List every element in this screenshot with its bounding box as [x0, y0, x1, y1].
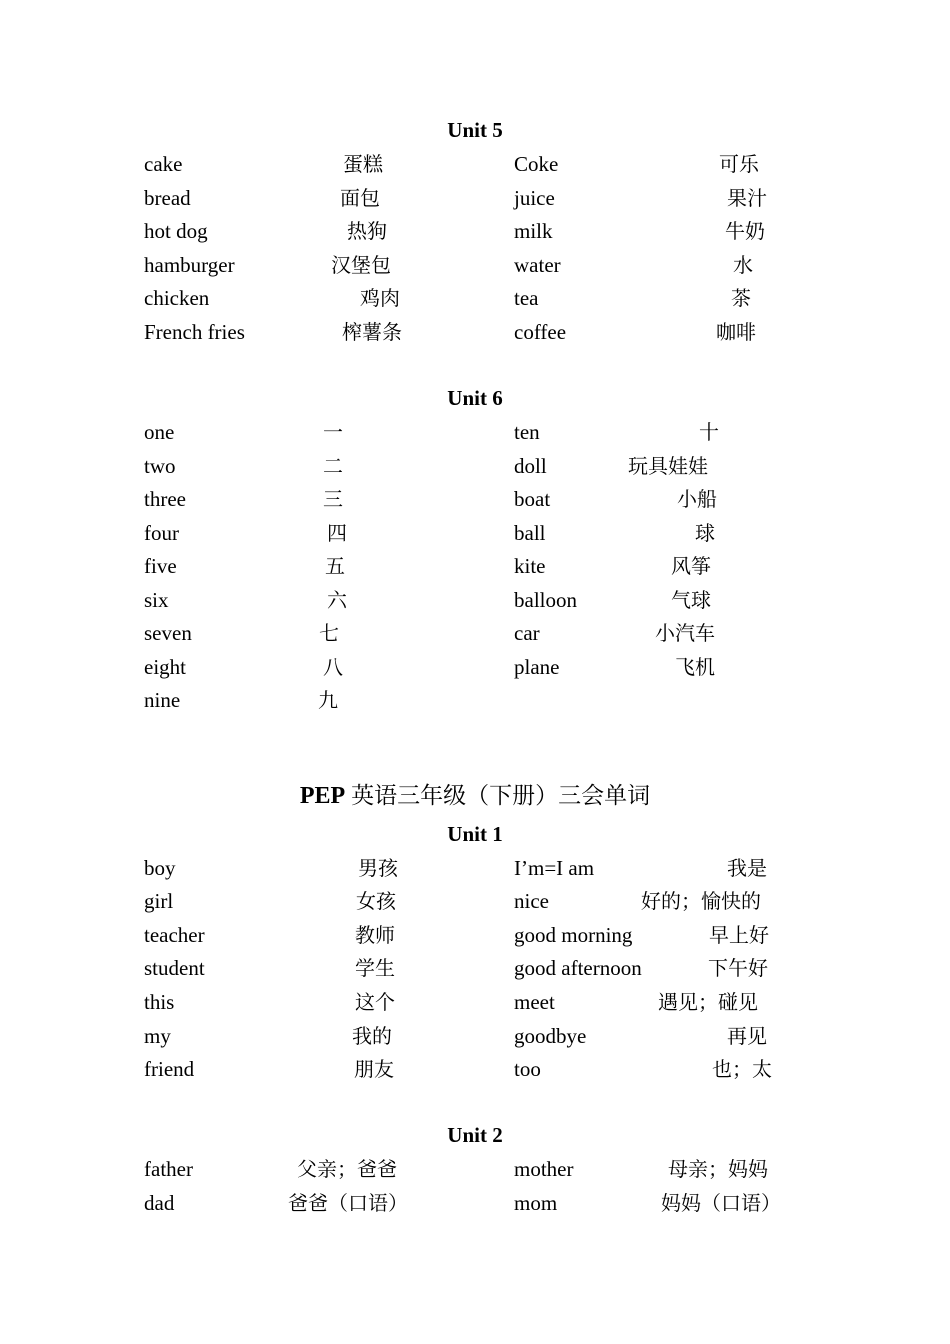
english-word: hot dog [144, 219, 208, 243]
english-word: good afternoon [514, 956, 642, 980]
chinese-meaning: 遇见；碰见 [658, 990, 758, 1014]
book-unit-1-heading: Unit 1 [447, 822, 503, 846]
chinese-meaning: 八 [323, 655, 343, 679]
english-word: doll [514, 454, 547, 478]
english-word: bread [144, 186, 191, 210]
english-word: water [514, 253, 561, 277]
english-word: tea [514, 286, 539, 310]
chinese-meaning: 茶 [731, 286, 751, 310]
english-word: four [144, 521, 179, 545]
english-word: too [514, 1057, 541, 1081]
english-word: French fries [144, 320, 245, 344]
english-word: this [144, 990, 175, 1014]
chinese-meaning: 女孩 [356, 889, 396, 913]
chinese-meaning: 玩具娃娃 [628, 454, 708, 478]
english-word: boat [514, 487, 551, 511]
english-word: I’m=I am [514, 856, 595, 880]
english-word: mom [514, 1191, 558, 1215]
chinese-meaning: 热狗 [347, 219, 387, 243]
chinese-meaning: 也；太 [712, 1057, 772, 1081]
chinese-meaning: 小船 [677, 487, 717, 511]
chinese-meaning: 汉堡包 [331, 253, 391, 277]
chinese-meaning: 爸爸（口语） [288, 1191, 408, 1215]
chinese-meaning: 四 [327, 521, 347, 545]
chinese-meaning: 好的；愉快的 [641, 889, 761, 913]
english-word: six [144, 588, 169, 612]
chinese-meaning: 水 [733, 253, 753, 277]
chinese-meaning: 母亲；妈妈 [668, 1157, 768, 1181]
english-word: student [144, 956, 205, 980]
english-word: coffee [514, 320, 567, 344]
english-word: my [144, 1024, 171, 1048]
chinese-meaning: 下午好 [708, 956, 768, 980]
english-word: five [144, 554, 177, 578]
chinese-meaning: 鸡肉 [360, 286, 400, 310]
book-unit-2-heading: Unit 2 [447, 1123, 503, 1147]
english-word: father [144, 1157, 193, 1181]
english-word: nice [514, 889, 549, 913]
chinese-meaning: 二 [323, 454, 343, 478]
chinese-meaning: 早上好 [709, 923, 769, 947]
chinese-meaning: 学生 [355, 956, 395, 980]
english-word: nine [144, 688, 181, 712]
chinese-meaning: 妈妈（口语） [661, 1191, 781, 1215]
chinese-meaning: 飞机 [675, 655, 715, 679]
english-word: balloon [514, 588, 577, 612]
chinese-meaning: 我的 [352, 1024, 392, 1048]
english-word: kite [514, 554, 546, 578]
chinese-meaning: 再见 [727, 1024, 767, 1048]
unit-6-heading: Unit 6 [447, 386, 503, 410]
english-word: plane [514, 655, 560, 679]
english-word: friend [144, 1057, 195, 1081]
english-word: cake [144, 152, 183, 176]
chinese-meaning: 教师 [355, 923, 395, 947]
english-word: boy [144, 856, 176, 880]
chinese-meaning: 十 [699, 420, 719, 444]
english-word: teacher [144, 923, 205, 947]
chinese-meaning: 父亲；爸爸 [297, 1157, 397, 1181]
chinese-meaning: 气球 [671, 588, 711, 612]
english-word: three [144, 487, 186, 511]
chinese-meaning: 五 [325, 554, 345, 578]
chinese-meaning: 小汽车 [655, 621, 715, 645]
english-word: one [144, 420, 175, 444]
english-word: Coke [514, 152, 559, 176]
english-word: seven [144, 621, 192, 645]
english-word: two [144, 454, 176, 478]
english-word: milk [514, 219, 553, 243]
chinese-meaning: 蛋糕 [343, 152, 383, 176]
english-word: good morning [514, 923, 633, 947]
section-title [0, 781, 950, 811]
english-word: dad [144, 1191, 175, 1215]
chinese-meaning: 七 [319, 621, 339, 645]
english-word: meet [514, 990, 555, 1014]
english-word: girl [144, 889, 174, 913]
english-word: chicken [144, 286, 210, 310]
english-word: ten [514, 420, 540, 444]
english-word: hamburger [144, 253, 235, 277]
english-word: mother [514, 1157, 574, 1181]
english-word: goodbye [514, 1024, 587, 1048]
section-title-bold: PEP [299, 783, 346, 809]
chinese-meaning: 这个 [355, 990, 395, 1014]
section-title-text: 英语三年级（下册）三会单词 [351, 783, 651, 809]
chinese-meaning: 牛奶 [725, 219, 765, 243]
chinese-meaning: 六 [327, 588, 347, 612]
chinese-meaning: 三 [323, 487, 343, 511]
chinese-meaning: 可乐 [719, 152, 759, 176]
chinese-meaning: 球 [695, 521, 715, 545]
chinese-meaning: 面包 [340, 186, 380, 210]
english-word: car [514, 621, 540, 645]
english-word: eight [144, 655, 186, 679]
chinese-meaning: 咖啡 [716, 320, 756, 344]
chinese-meaning: 风筝 [671, 554, 711, 578]
chinese-meaning: 榨薯条 [342, 320, 402, 344]
english-word: ball [514, 521, 546, 545]
english-word: juice [514, 186, 555, 210]
chinese-meaning: 一 [323, 420, 343, 444]
chinese-meaning: 男孩 [358, 856, 398, 880]
chinese-meaning: 九 [318, 688, 338, 712]
chinese-meaning: 果汁 [727, 186, 767, 210]
chinese-meaning: 朋友 [354, 1057, 394, 1081]
unit-5-heading: Unit 5 [447, 118, 503, 142]
chinese-meaning: 我是 [727, 856, 767, 880]
